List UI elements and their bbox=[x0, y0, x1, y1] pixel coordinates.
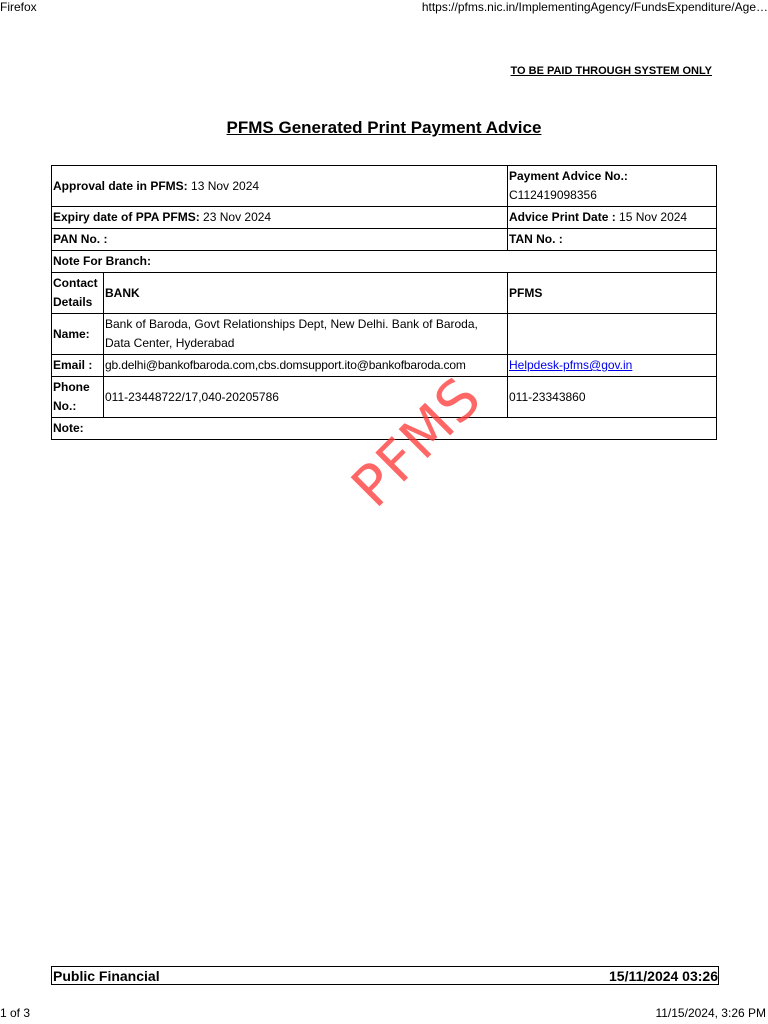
expiry-row bbox=[52, 207, 717, 229]
print-date-label: Advice Print Date : bbox=[509, 210, 616, 224]
page-url: https://pfms.nic.in/ImplementingAgency/FundsExpenditure/Age… bbox=[421, 0, 768, 14]
payment-notice: TO BE PAID THROUGH SYSTEM ONLY bbox=[510, 65, 712, 77]
pfms-email-link[interactable]: Helpdesk-pfms@gov.in bbox=[509, 358, 633, 372]
contact-header-row bbox=[52, 273, 717, 314]
bank-phone: 011-23448722/17,040-20205786 bbox=[104, 377, 508, 418]
pan-cell bbox=[52, 229, 508, 251]
pfms-email-cell bbox=[508, 355, 717, 377]
tan-cell bbox=[508, 229, 717, 251]
page-title: PFMS Generated Print Payment Advice bbox=[226, 118, 542, 137]
bank-header: BANK bbox=[104, 273, 508, 314]
pan-label: PAN No. : bbox=[53, 232, 108, 246]
approval-label: Approval date in PFMS: bbox=[53, 178, 188, 193]
phone-label: Phone No.: bbox=[52, 377, 104, 418]
bank-name: Bank of Baroda, Govt Relationships Dept, New Delhi. Bank of Baroda, Data Center, Hyderabad bbox=[104, 314, 508, 355]
advice-no-label: Payment Advice No.: bbox=[509, 169, 628, 183]
approval-row bbox=[52, 166, 717, 207]
approval-value: 13 Nov 2024 bbox=[191, 178, 260, 193]
name-label: Name: bbox=[52, 314, 104, 355]
expiry-cell bbox=[52, 207, 508, 229]
pfms-name bbox=[508, 314, 717, 355]
name-row bbox=[52, 314, 717, 355]
print-date-value: 15 Nov 2024 bbox=[619, 210, 688, 224]
pfms-phone: 011-23343860 bbox=[508, 377, 717, 418]
bank-email: gb.delhi@bankofbaroda.com,cbs.domsupport.ito@bankofbaroda.com bbox=[104, 355, 508, 377]
email-row bbox=[52, 355, 717, 377]
pfms-header: PFMS bbox=[508, 273, 717, 314]
note-branch-label: Note For Branch: bbox=[53, 254, 152, 268]
note-branch-cell bbox=[52, 251, 717, 273]
email-label: Email : bbox=[52, 355, 104, 377]
payment-advice-table bbox=[51, 165, 717, 440]
pfms-watermark: PFMS bbox=[339, 365, 495, 520]
phone-row bbox=[52, 377, 717, 418]
note-branch-row bbox=[52, 251, 717, 273]
browser-name: Firefox bbox=[0, 0, 37, 14]
contact-details-label: Contact Details bbox=[52, 273, 104, 314]
print-datetime: 11/15/2024, 3:26 PM bbox=[655, 1006, 766, 1020]
expiry-value: 23 Nov 2024 bbox=[203, 210, 272, 224]
footer-org-name: Public Financial bbox=[53, 968, 160, 984]
advice-no-cell bbox=[508, 166, 717, 207]
advice-no-value: C112419098356 bbox=[509, 188, 597, 202]
page-number: 1 of 3 bbox=[0, 1006, 31, 1020]
footer-timestamp: 15/11/2024 03:26 bbox=[609, 968, 718, 984]
note-label: Note: bbox=[53, 421, 84, 435]
expiry-label: Expiry date of PPA PFMS: bbox=[53, 210, 200, 224]
page-footer-box bbox=[51, 966, 719, 985]
approval-cell bbox=[52, 166, 508, 207]
pan-tan-row bbox=[52, 229, 717, 251]
print-date-cell bbox=[508, 207, 717, 229]
tan-label: TAN No. : bbox=[509, 232, 563, 246]
